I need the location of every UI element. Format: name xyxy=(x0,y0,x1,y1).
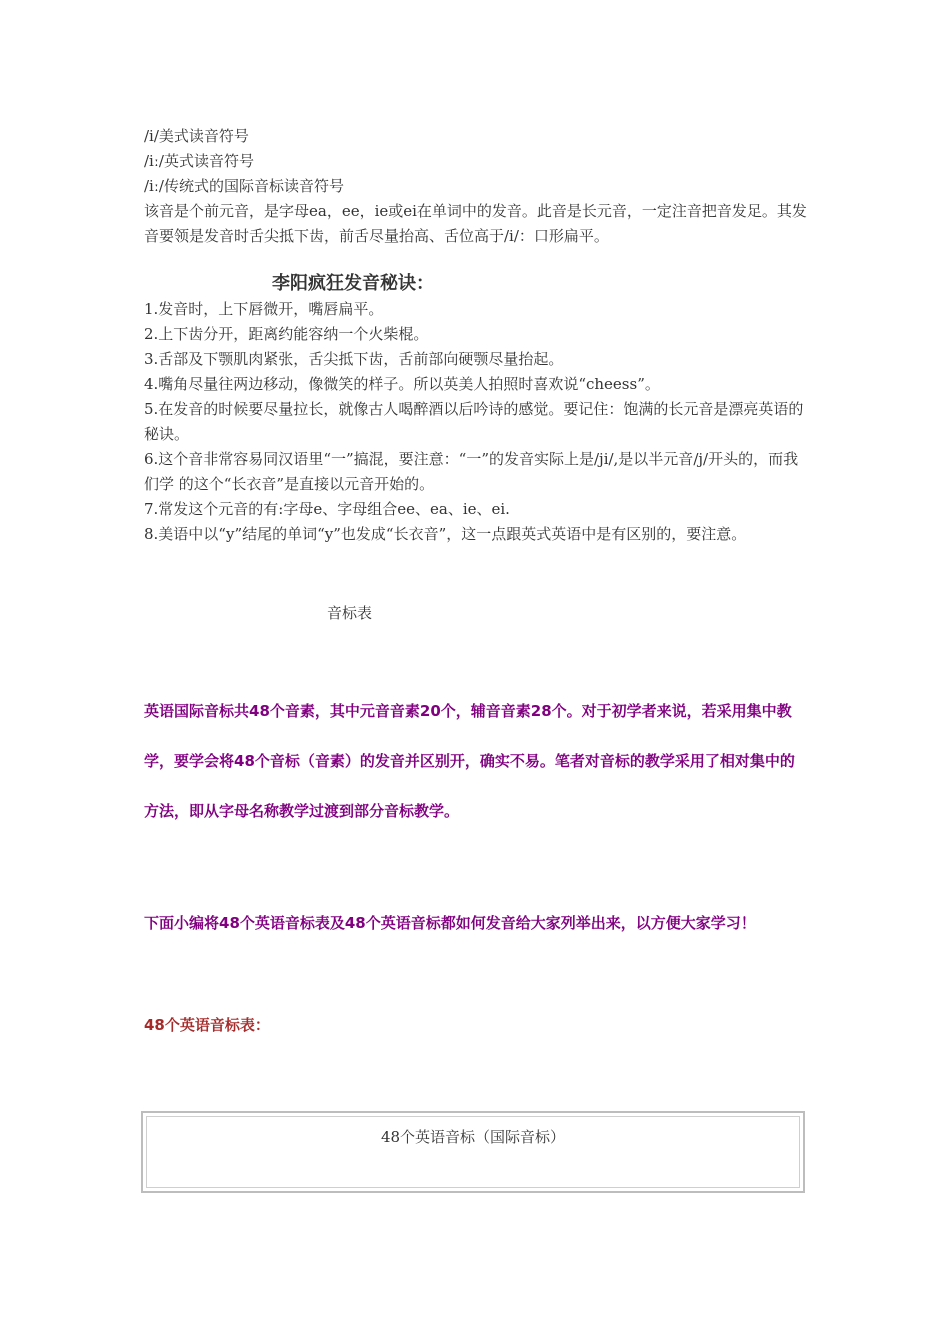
tip-2: 2.上下齿分开，距离约能容纳一个火柴棍。 xyxy=(144,325,429,343)
intro-paragraph: 该音是个前元音，是字母ea，ee，ie或ei在单词中的发音。此音是长元音，一定注音把音发足。其发音要领是发音时舌尖抵下齿，前舌尽量抬高、舌位高于/i/：口形扁平。 xyxy=(144,202,807,245)
purple-paragraph-1: 英语国际音标共48个音素，其中元音音素20个，辅音音素28个。对于初学者来说，若采用集中教学，要学会将48个音标（音素）的发音并区别开，确实不易。笔者对音标的教学采用了相对集中的方法，即从字母名称教学过渡到部分音标教学。 xyxy=(144,702,795,820)
section-heading: 李阳疯狂发音秘诀： xyxy=(272,273,434,294)
table-cell-border xyxy=(146,1116,800,1188)
table-subtitle: 音标表 xyxy=(327,604,373,622)
tip-1: 1.发音时，上下唇微开，嘴唇扁平。 xyxy=(144,300,384,318)
tip-7: 7.常发这个元音的有:字母e、字母组合ee、ea、ie、ei. xyxy=(144,500,510,518)
purple-paragraph-2: 下面小编将48个英语音标表及48个英语音标都如何发音给大家列举出来，以方便大家学习！ xyxy=(144,914,756,932)
tip-6: 6.这个音非常容易同汉语里“一”搞混，要注意：“一”的发音实际上是/ji/,是以半元音/j/开头的，而我们学 的这个“长衣音”是直接以元音开始的。 xyxy=(144,450,799,493)
table-caption: 48个英语音标（国际音标） xyxy=(380,1128,566,1146)
intro-line-2: /iː/英式读音符号 xyxy=(144,152,254,170)
tip-8: 8.美语中以“y”结尾的单词“y”也发成“长衣音”，这一点跟英式英语中是有区别的，要注意。 xyxy=(144,525,747,543)
tip-4: 4.嘴角尽量往两边移动，像微笑的样子。所以英美人拍照时喜欢说“cheess”。 xyxy=(144,375,660,393)
phonetic-table xyxy=(141,1111,805,1193)
table-title: 48个英语音标表： xyxy=(144,1016,270,1034)
intro-line-3: /iː/传统式的国际音标读音符号 xyxy=(144,177,344,195)
tip-3: 3.舌部及下颚肌肉紧张，舌尖抵下齿，舌前部向硬颚尽量抬起。 xyxy=(144,350,564,368)
tip-5: 5.在发音的时候要尽量拉长，就像古人喝醉酒以后吟诗的感觉。要记住：饱满的长元音是漂亮英语的秘诀。 xyxy=(144,400,804,443)
intro-line-1: /i/美式读音符号 xyxy=(144,127,249,145)
document-body xyxy=(144,124,808,1038)
